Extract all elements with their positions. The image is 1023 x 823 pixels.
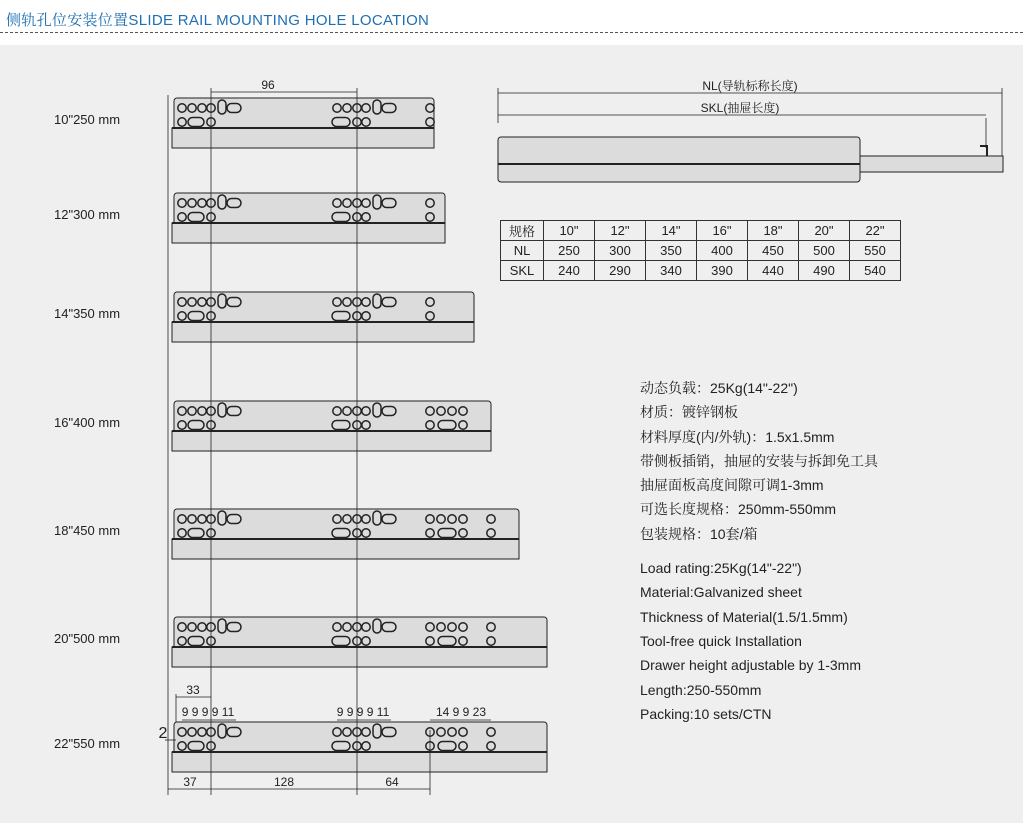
nl-label: NL(导轨标称长度): [702, 79, 798, 93]
spec-line: Material:Galvanized sheet: [640, 584, 802, 601]
cell: 350: [646, 241, 697, 261]
cell: 14": [646, 221, 697, 241]
table-row: [501, 261, 901, 281]
cell: SKL: [501, 261, 544, 281]
cell: 540: [850, 261, 901, 281]
cell: 16": [697, 221, 748, 241]
table-header-row: [501, 221, 901, 241]
skl-label: SKL(抽屉长度): [700, 101, 780, 115]
rail-size-label: 18"450 mm: [54, 523, 121, 538]
spec-line: Load rating:25Kg(14"-22"): [640, 560, 802, 577]
rail-outer: [172, 322, 474, 342]
cell: 20": [799, 221, 850, 241]
rail-inner: [174, 193, 445, 227]
spec-line: Length:250-550mm: [640, 681, 762, 698]
cell: NL: [501, 241, 544, 261]
rail-outer: [172, 431, 491, 451]
11: 9 9 9 9 11: [336, 705, 390, 719]
cell: 500: [799, 241, 850, 261]
dimension-label: 64: [385, 775, 399, 789]
rail-extension: [860, 156, 1003, 172]
rail-outer: [172, 647, 547, 667]
cell: 400: [697, 241, 748, 261]
cell: 340: [646, 261, 697, 281]
cell: 450: [748, 241, 799, 261]
cell: 240: [544, 261, 595, 281]
11: 14 9 9 23: [435, 705, 487, 719]
cell: 390: [697, 261, 748, 281]
rail-outer: [172, 539, 519, 559]
spec-line: 材料厚度(内/外轨)：1.5x1.5mm: [640, 428, 835, 445]
spec-line: 包装规格：10套/箱: [640, 525, 758, 542]
dimension-label: 96: [261, 78, 275, 92]
11: 9 9 9 9 11: [181, 705, 235, 719]
cell: 550: [850, 241, 901, 261]
rail-size-label: 12"300 mm: [54, 207, 121, 222]
cell: 440: [748, 261, 799, 281]
rail-size-label: 20"500 mm: [54, 631, 121, 646]
page-title: 侧轨孔位安装位置SLIDE RAIL MOUNTING HOLE LOCATION: [6, 12, 430, 29]
dimension-label: 33: [186, 683, 200, 697]
specifications: [640, 376, 878, 726]
size-table: [500, 220, 901, 281]
cell: 250: [544, 241, 595, 261]
dimension-label: 128: [273, 775, 295, 789]
rail-outer: [172, 223, 445, 243]
12: 2: [158, 725, 168, 742]
cell: 18": [748, 221, 799, 241]
cell: 规格: [501, 221, 544, 241]
spec-line: 抽屉面板高度间隙可调1-3mm: [640, 477, 824, 494]
spec-line: Drawer height adjustable by 1-3mm: [640, 657, 861, 674]
rail-size-label: 22"550 mm: [54, 736, 121, 751]
rail-outer: [172, 752, 547, 772]
cell: 290: [595, 261, 646, 281]
cell: 10": [544, 221, 595, 241]
slide-rail: [172, 193, 445, 243]
cell: 12": [595, 221, 646, 241]
spec-line: 带侧板插销，抽屉的安装与拆卸免工具: [640, 452, 878, 469]
rail-inner: [174, 98, 434, 132]
rail-size-label: 14"350 mm: [54, 306, 121, 321]
cell: 300: [595, 241, 646, 261]
spec-line: Thickness of Material(1.5/1.5mm): [640, 608, 848, 625]
cell: 490: [799, 261, 850, 281]
rail-size-label: 16"400 mm: [54, 415, 121, 430]
spec-line: Tool-free quick Installation: [640, 632, 802, 649]
spec-line: 可选长度规格：250mm-550mm: [640, 501, 837, 518]
spec-line: 材质：镀锌钢板: [640, 404, 738, 421]
rail-overview: [498, 137, 860, 182]
cell: 22": [850, 221, 901, 241]
spec-line: Packing:10 sets/CTN: [640, 705, 772, 722]
rail-inner: [174, 292, 474, 326]
table-row: [501, 241, 901, 261]
spec-line: 动态负载：25Kg(14"-22"): [640, 380, 798, 396]
dimension-label: 37: [183, 775, 197, 789]
rail-size-label: 10"250 mm: [54, 112, 121, 127]
